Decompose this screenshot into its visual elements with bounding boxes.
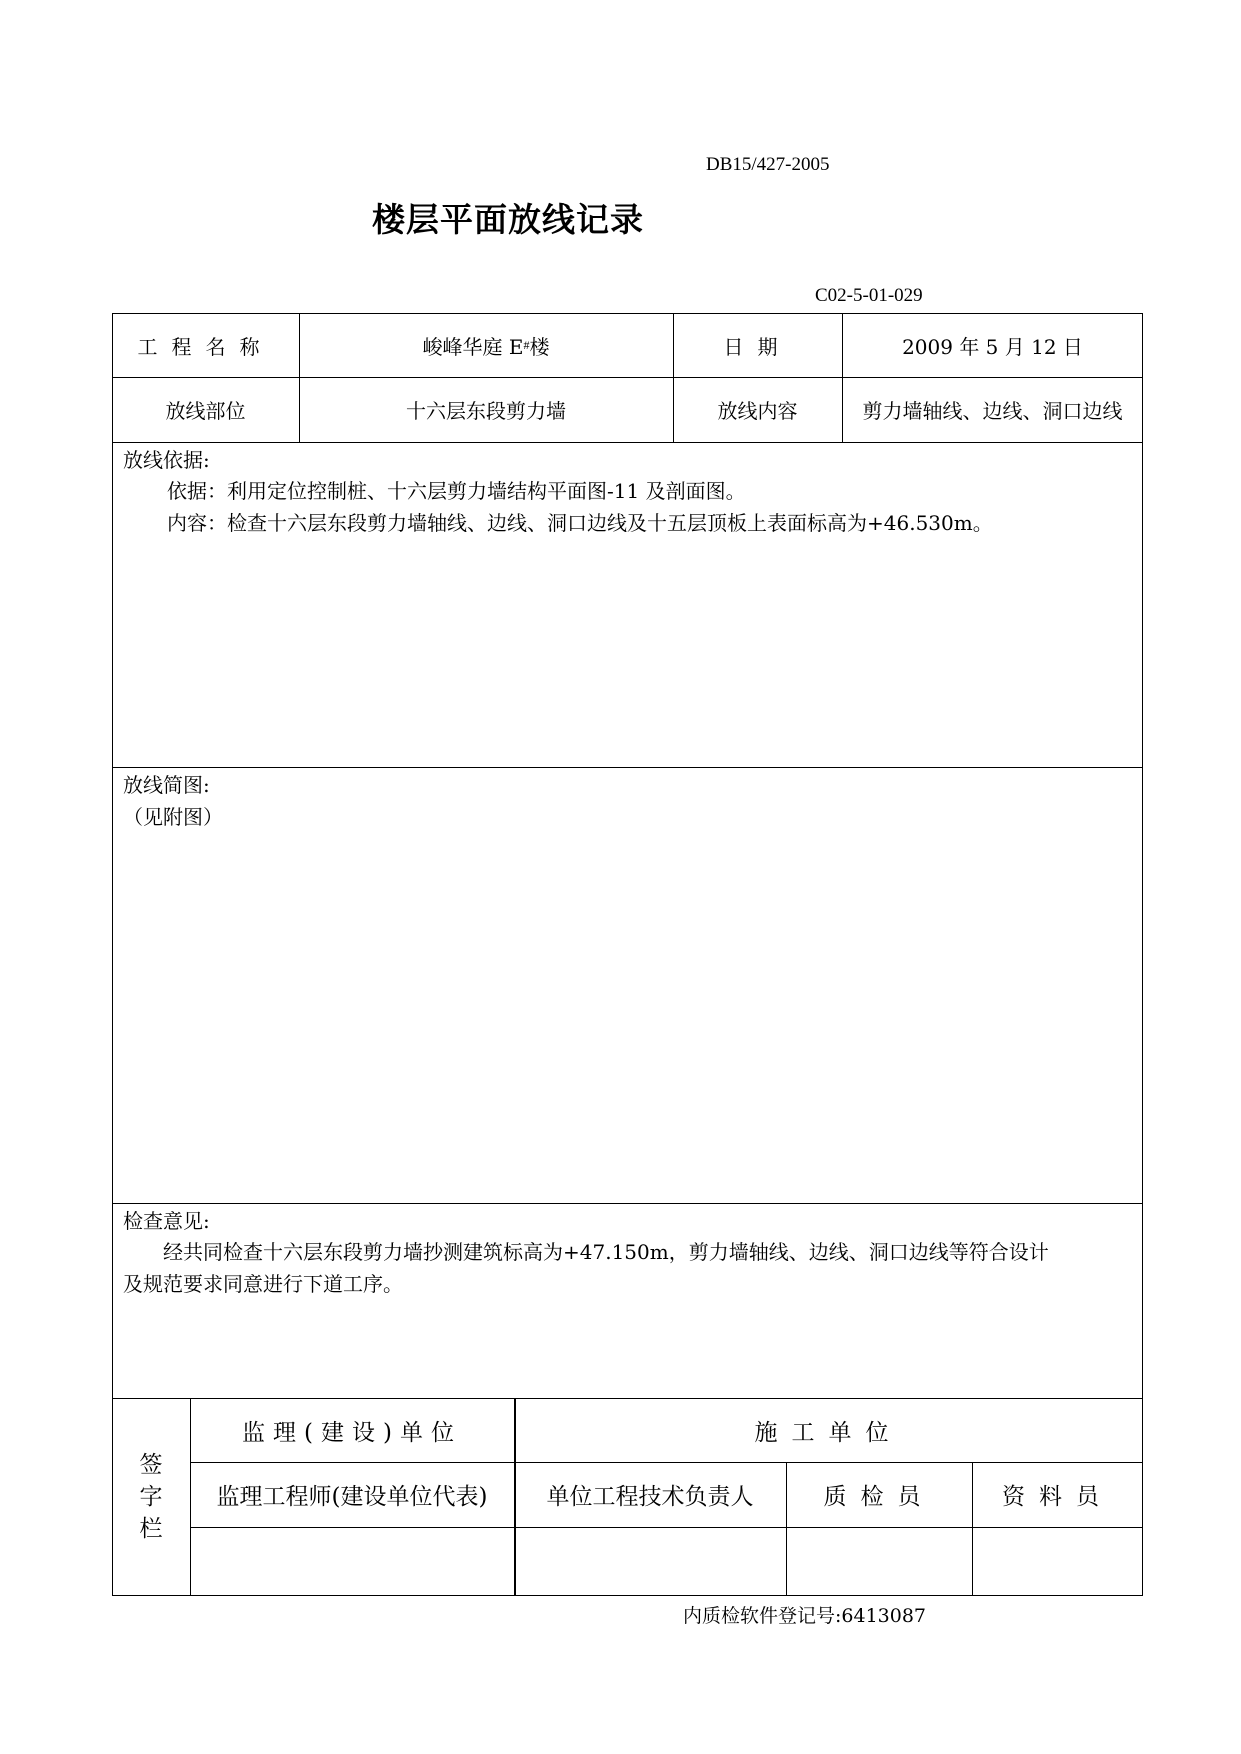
opinion-line-1: 经共同检查十六层东段剪力墙抄测建筑标高为+47.150m，剪力墙轴线、边线、洞口边线等符合设计 bbox=[163, 1240, 1049, 1264]
data-clerk-signature-cell bbox=[972, 1527, 1143, 1596]
opinion-line-2: 及规范要求同意进行下道工序。 bbox=[123, 1272, 403, 1296]
location-value: 十六层东段剪力墙 bbox=[406, 399, 566, 423]
project-name-suffix: 楼 bbox=[529, 334, 550, 359]
basis-line-1: 依据：利用定位控制桩、十六层剪力墙结构平面图-11 及剖面图。 bbox=[167, 479, 746, 503]
signature-side-char: 字 bbox=[139, 1484, 163, 1510]
project-name-prefix: 峻峰华庭 E bbox=[422, 334, 524, 359]
project-name-sup: # bbox=[523, 337, 530, 352]
data-clerk-label: 资料员 bbox=[1002, 1484, 1113, 1510]
standard-code: DB15/427-2005 bbox=[706, 154, 830, 175]
supervisor-unit-heading: 监理(建设)单位 bbox=[242, 1419, 462, 1446]
tech-lead-signature-cell bbox=[514, 1527, 786, 1596]
registration-number: 内质检软件登记号:6413087 bbox=[683, 1605, 927, 1627]
basis-line-2: 内容：检查十六层东段剪力墙轴线、边线、洞口边线及十五层顶板上表面标高为+46.530m。 bbox=[167, 511, 993, 535]
project-name-value bbox=[299, 313, 673, 377]
signature-side-char: 签 bbox=[139, 1452, 163, 1478]
page-title: 楼层平面放线记录 bbox=[372, 200, 644, 239]
opinion-label: 检查意见: bbox=[123, 1209, 210, 1233]
content-label: 放线内容 bbox=[717, 399, 798, 423]
sketch-note: （见附图） bbox=[123, 805, 223, 829]
row-divider bbox=[112, 442, 1143, 443]
basis-label: 放线依据: bbox=[123, 448, 210, 472]
supervisor-signature-cell bbox=[190, 1527, 514, 1596]
quality-inspector-signature-cell bbox=[786, 1527, 972, 1596]
row-divider bbox=[112, 1203, 1143, 1204]
location-label: 放线部位 bbox=[165, 399, 246, 423]
supervisor-engineer-label: 监理工程师(建设单位代表) bbox=[216, 1484, 488, 1510]
signature-side-char: 栏 bbox=[139, 1516, 163, 1542]
construction-unit-heading: 施工单位 bbox=[754, 1419, 903, 1446]
signature-side-label bbox=[112, 1398, 190, 1596]
quality-inspector-label: 质检员 bbox=[823, 1484, 935, 1510]
sketch-label: 放线简图: bbox=[123, 773, 210, 797]
content-value: 剪力墙轴线、边线、洞口边线 bbox=[862, 399, 1123, 423]
tech-lead-label: 单位工程技术负责人 bbox=[546, 1484, 754, 1510]
row-divider bbox=[112, 767, 1143, 768]
project-name-label: 工程名称 bbox=[137, 334, 274, 359]
form-code: C02-5-01-029 bbox=[815, 285, 923, 306]
date-value: 2009 年 5 月 12 日 bbox=[902, 334, 1083, 359]
date-label: 日期 bbox=[723, 334, 792, 359]
